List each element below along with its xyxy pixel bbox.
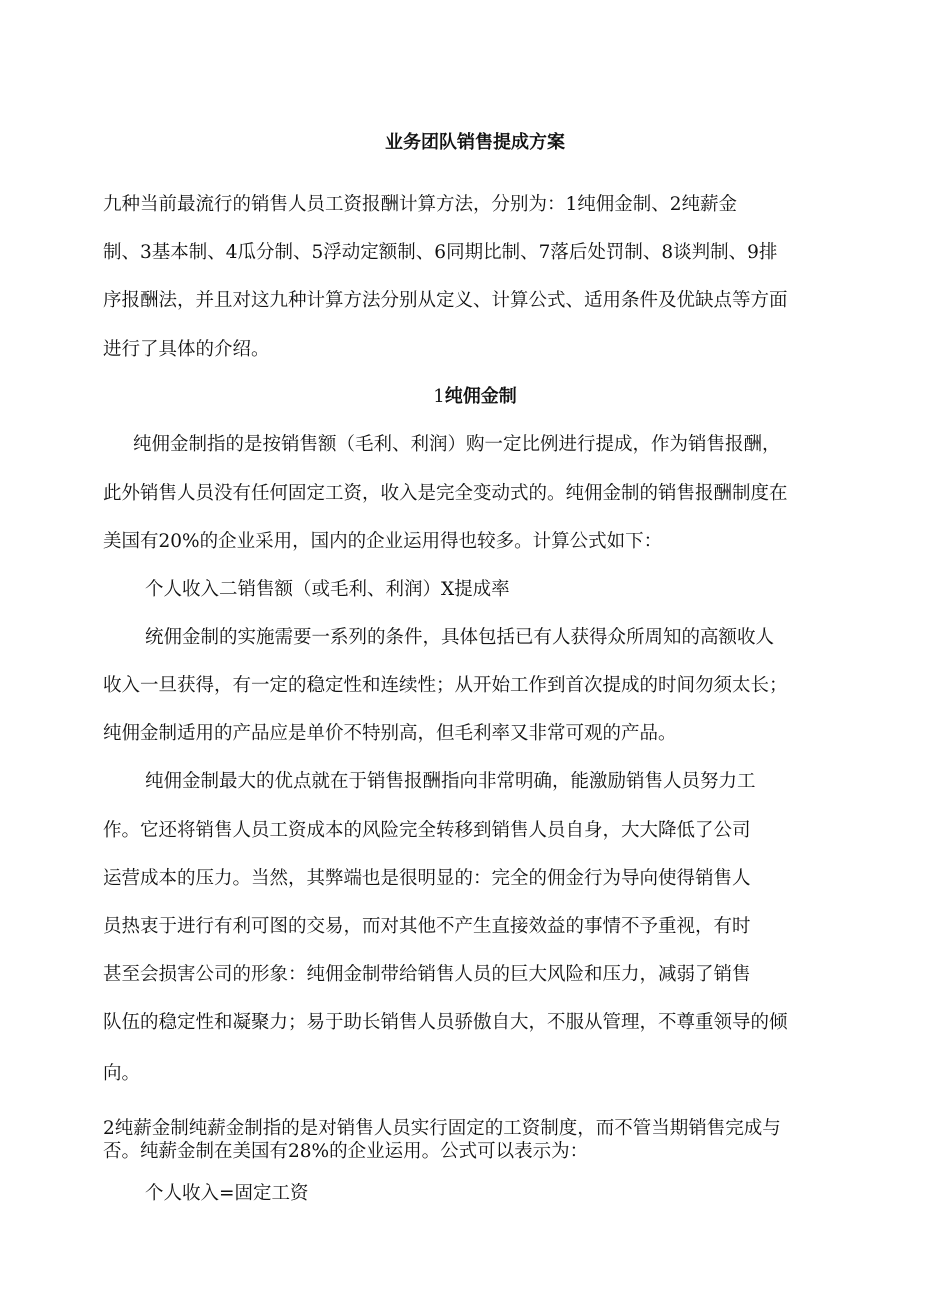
section1-number: 1 [433,386,445,407]
intro-line-2: 制、3基本制、4瓜分制、5浮动定额制、6同期比制、7落后处罚制、8谈判制、9排 [103,242,778,263]
section1-para3-line-3: 运营成本的压力。当然，其弊端也是很明显的：完全的佣金行为导向使得销售人 [103,868,751,889]
section1-para3-line-1: 纯佣金制最大的优点就在于销售报酬指向非常明确，能激励销售人员努力工 [145,771,756,792]
section1-para3-line-6: 队伍的稳定性和凝聚力；易于助长销售人员骄傲自大，不服从管理，不尊重领导的倾 [103,1012,788,1033]
section1-formula: 个人收入二销售额（或毛利、利润）X提成率 [145,579,510,600]
section1-para3-line-4: 员热衷于进行有利可图的交易，而对其他不产生直接效益的事情不予重视，有时 [103,916,751,937]
section1-para1-line-3: 美国有20%的企业采用，国内的企业运用得也较多。计算公式如下： [103,531,663,552]
section1-para3-line-5: 甚至会损害公司的形象：纯佣金制带给销售人员的巨大风险和压力，减弱了销售 [103,964,751,985]
section1-para2-line-1: 统佣金制的实施需要一系列的条件，具体包括已有人获得众所周知的高额收人 [145,627,775,648]
section1-para1-line-1: 纯佣金制指的是按销售额（毛利、利润）购一定比例进行提成，作为销售报酬， [133,434,781,455]
intro-line-4: 进行了具体的介绍。 [103,339,270,360]
intro-line-1: 九种当前最流行的销售人员工资报酬计算方法，分别为：1纯佣金制、2纯薪金 [103,194,738,215]
section1-para1-line-2: 此外销售人员没有任何固定工资，收入是完全变动式的。纯佣金制的销售报酬制度在 [103,483,788,504]
section2-para-line-1: 2纯薪金制纯薪金制指的是对销售人员实行固定的工资制度，而不管当期销售完成与 [103,1118,781,1139]
section1-para3-line-7: 向。 [103,1063,141,1084]
section1-title: 纯佣金制 [444,386,517,407]
document-title: 业务团队销售提成方案 [385,132,565,153]
section1-para2-line-3: 纯佣金制适用的产品应是单价不特别高，但毛利率又非常可观的产品。 [103,723,677,744]
section2-formula: 个人收入=固定工资 [145,1183,309,1204]
section1-para2-line-2: 收入一旦获得，有一定的稳定性和连续性；从开始工作到首次提成的时间勿须太长； [103,675,788,696]
section2-para-line-2: 否。纯薪金制在美国有28%的企业运用。公式可以表示为： [103,1141,589,1162]
intro-line-3: 序报酬法，并且对这九种计算方法分别从定义、计算公式、适用条件及优缺点等方面 [103,290,788,311]
section1-para3-line-2: 作。它还将销售人员工资成本的风险完全转移到销售人员自身，大大降低了公司 [103,820,751,841]
section1-heading [0,385,950,409]
